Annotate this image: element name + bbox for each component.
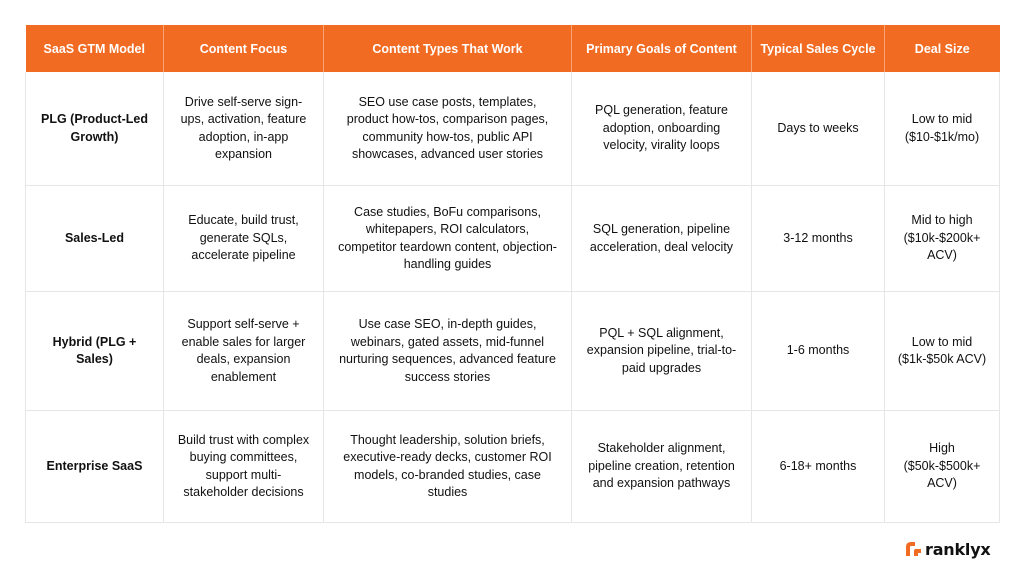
cell-deal-size: High ($50k-$500k+ ACV) <box>885 411 1000 523</box>
cell-sales-cycle: 1-6 months <box>752 292 885 411</box>
table-row <box>26 186 1000 292</box>
header-content-types: Content Types That Work <box>324 25 572 72</box>
brand-name: ranklyx <box>925 539 991 559</box>
header-row <box>26 25 1000 72</box>
table-row <box>26 292 1000 411</box>
cell-sales-cycle: Days to weeks <box>752 72 885 186</box>
cell-content-types: Thought leadership, solution briefs, executive-ready decks, customer ROI models, co-branded studies, case studies <box>324 411 572 523</box>
cell-content-types: Use case SEO, in-depth guides, webinars, gated assets, mid-funnel nurturing sequences, advanced feature success stories <box>324 292 572 411</box>
cell-content-types: SEO use case posts, templates, product how-tos, comparison pages, community how-tos, public API showcases, advanced user stories <box>324 72 572 186</box>
brand-logo <box>905 538 991 560</box>
cell-model: Hybrid (PLG + Sales) <box>26 292 164 411</box>
header-content-focus: Content Focus <box>164 25 324 72</box>
table-body <box>26 72 1000 523</box>
table-row <box>26 72 1000 186</box>
table-row <box>26 411 1000 523</box>
header-sales-cycle: Typical Sales Cycle <box>752 25 885 72</box>
cell-content-types: Case studies, BoFu comparisons, whitepapers, ROI calculators, competitor teardown content, objection-handling guides <box>324 186 572 292</box>
cell-sales-cycle: 6-18+ months <box>752 411 885 523</box>
cell-content-focus: Educate, build trust, generate SQLs, accelerate pipeline <box>164 186 324 292</box>
cell-primary-goals: PQL + SQL alignment, expansion pipeline, trial-to-paid upgrades <box>572 292 752 411</box>
cell-deal-size: Mid to high ($10k-$200k+ ACV) <box>885 186 1000 292</box>
gtm-comparison-table <box>25 25 1000 523</box>
cell-sales-cycle: 3-12 months <box>752 186 885 292</box>
ranklyx-logo-icon <box>905 541 922 557</box>
cell-content-focus: Build trust with complex buying committees, support multi-stakeholder decisions <box>164 411 324 523</box>
table-header <box>26 25 1000 72</box>
header-gtm-model: SaaS GTM Model <box>26 25 164 72</box>
cell-content-focus: Drive self-serve sign-ups, activation, feature adoption, in-app expansion <box>164 72 324 186</box>
header-deal-size: Deal Size <box>885 25 1000 72</box>
cell-deal-size: Low to mid ($1k-$50k ACV) <box>885 292 1000 411</box>
cell-model: Sales-Led <box>26 186 164 292</box>
cell-primary-goals: Stakeholder alignment, pipeline creation, retention and expansion pathways <box>572 411 752 523</box>
cell-model: PLG (Product-Led Growth) <box>26 72 164 186</box>
cell-primary-goals: PQL generation, feature adoption, onboarding velocity, virality loops <box>572 72 752 186</box>
header-primary-goals: Primary Goals of Content <box>572 25 752 72</box>
cell-content-focus: Support self-serve + enable sales for larger deals, expansion enablement <box>164 292 324 411</box>
cell-model: Enterprise SaaS <box>26 411 164 523</box>
cell-primary-goals: SQL generation, pipeline acceleration, deal velocity <box>572 186 752 292</box>
cell-deal-size: Low to mid ($10-$1k/mo) <box>885 72 1000 186</box>
